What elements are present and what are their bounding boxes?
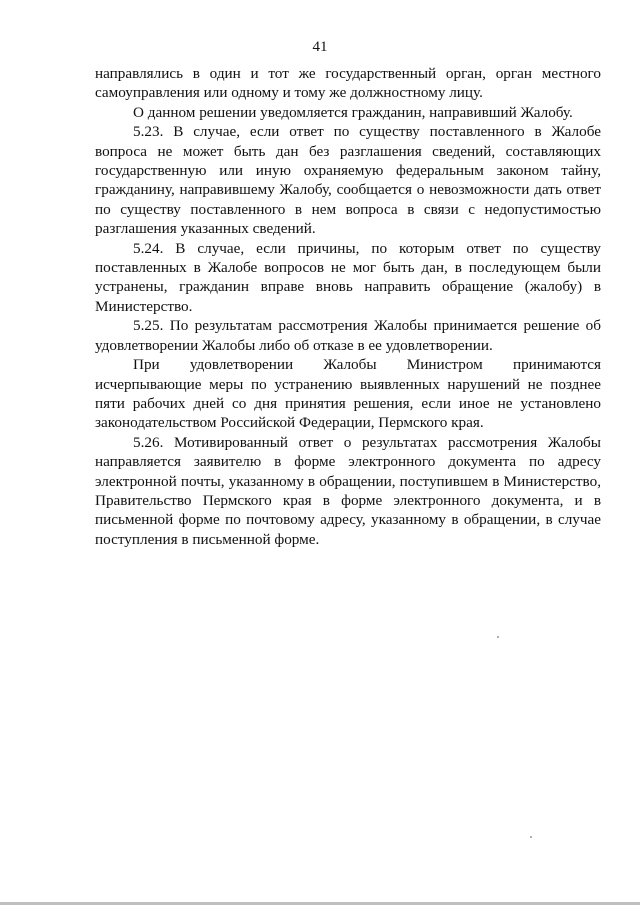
scan-speck <box>530 836 532 838</box>
scan-speck <box>497 636 499 638</box>
paragraph-measures-rest: исчерпывающие меры по устранению выявленных нарушений не позднее пяти рабочих дней со дня принятия решения, если иное не установлено законодательством Российской Федерации, Пермского края. <box>95 375 601 432</box>
paragraph-clause-5-25: 5.25. По результатам рассмотрения Жалобы принимается решение об удовлетворении Жалобы либо об отказе в ее удовлетворении. <box>95 317 601 354</box>
page-number: 41 <box>312 39 328 55</box>
paragraph-clause-5-24: 5.24. В случае, если причины, по которым ответ по существу поставленных в Жалобе вопросов не мог быть дан, в последующем были устранены, гражданин вправе вновь направить обращение (жалобу) в Министерство. <box>95 239 601 315</box>
paragraph-clause-5-23: 5.23. В случае, если ответ по существу поставленного в Жалобе вопроса не может быть дан без разглашения сведений, составляющих государственную или иную охраняемую федеральным законом тайну, гражданину, направившему Жалобу, сообщается о невозможности дать ответ по существу поставленного в нем вопроса в связи с недопустимостью разглашения указанных сведений. <box>95 123 601 238</box>
paragraph-continuation: направлялись в один и тот же государственный орган, орган местного самоуправления или одному и тому же должностному лицу. <box>95 65 601 102</box>
paragraph-clause-5-26: 5.26. Мотивированный ответ о результатах рассмотрения Жалобы направляется заявителю в форме электронного документа по адресу электронной почты, указанному в обращении, поступившем в Министерство, Правительство Пермского края в форме электронного документа, и в письменной форме по почтовому адресу, указанному в обращении, в случае поступления в письменной форме. <box>95 433 601 548</box>
paragraph-notice: О данном решении уведомляется гражданин, направивший Жалобу. <box>133 103 573 121</box>
document-body <box>95 64 601 549</box>
paragraph-measures-line1: При удовлетворении Жалобы Министром принимаются <box>133 356 601 374</box>
